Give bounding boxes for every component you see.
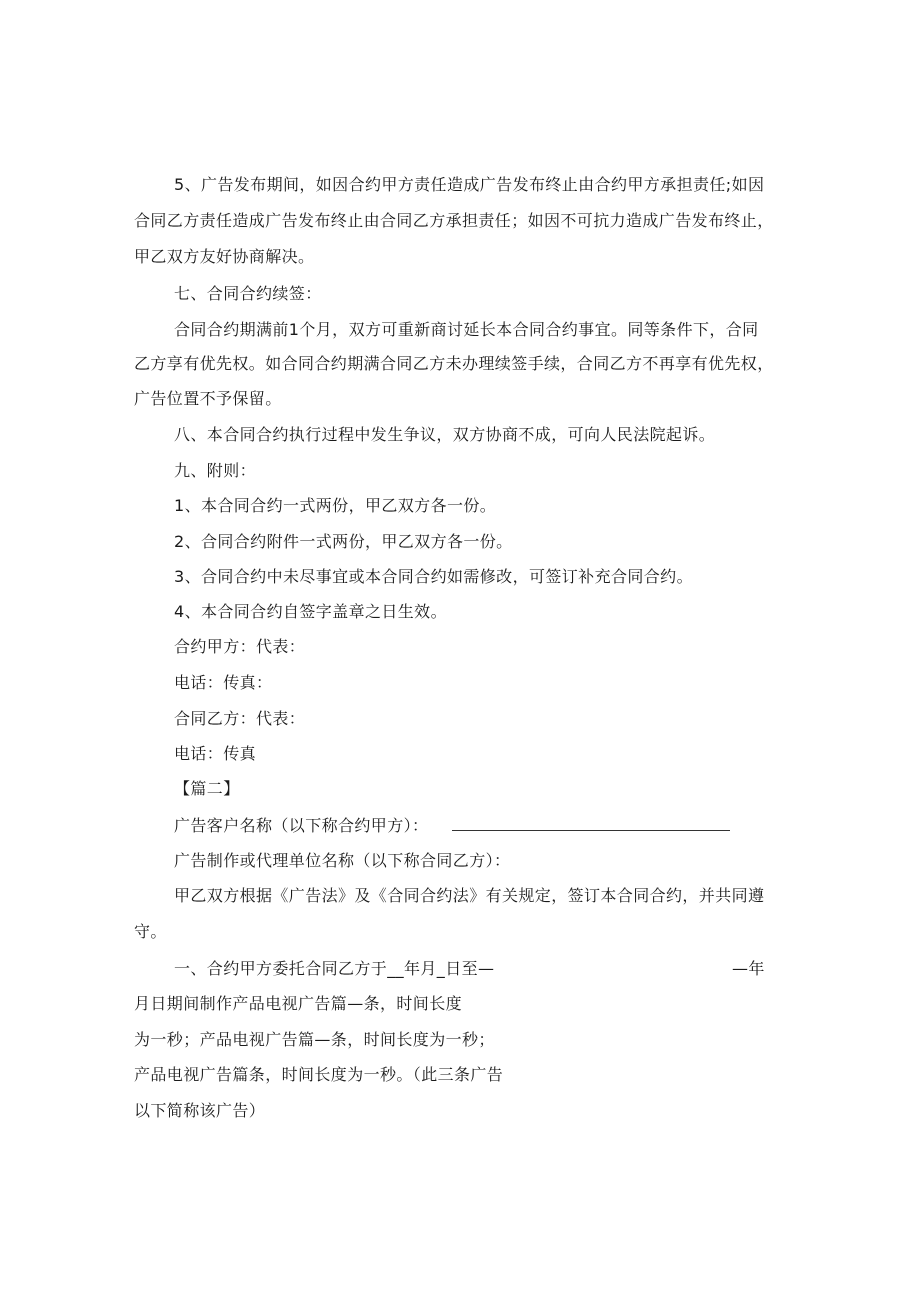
part-two-heading: 【篇二】 [174, 779, 240, 798]
article-1-line-1-tail: —年 [732, 959, 765, 978]
preamble-line-1: 甲乙双方根据《广告法》及《合同合约法》有关规定，签订本合同合约，并共同遵 [174, 886, 765, 905]
clause-9-1: 1、本合同合约一式两份，甲乙双方各一份。 [174, 496, 497, 515]
article-1-line-3: 为一秒；产品电视广告篇—条，时间长度为一秒； [134, 1030, 495, 1049]
article-1-line-4: 产品电视广告篇条，时间长度为一秒。（此三条广告 [134, 1065, 504, 1084]
article-1-line-2: 月日期间制作产品电视广告篇—条，时间长度 [134, 994, 463, 1013]
paragraph-5-line-2: 合同乙方责任造成广告发布终止由合同乙方承担责任；如因不可抗力造成广告发布终止， [134, 211, 774, 230]
party-b-representative: 合同乙方：代表： [174, 709, 306, 728]
clause-9-2: 2、合同合约附件一式两份，甲乙双方各一份。 [174, 532, 513, 551]
section-9-heading: 九、附则： [174, 461, 257, 480]
article-1-line-1: 一、合约甲方委托合同乙方于__年月_日至— [174, 959, 495, 978]
party-a-representative: 合约甲方：代表： [174, 637, 306, 656]
article-1-line-5: 以下简称该广告） [134, 1101, 266, 1120]
section-7-heading: 七、合同合约续签： [174, 284, 322, 303]
client-name-label: 广告客户名称（以下称合约甲方）： [174, 816, 429, 835]
paragraph-5-line-3: 甲乙双方友好协商解决。 [134, 247, 315, 266]
party-b-phone-fax: 电话：传真 [174, 744, 257, 763]
section-8-text: 八、本合同合约执行过程中发生争议，双方协商不成，可向人民法院起诉。 [174, 425, 716, 444]
section-7-line-3: 广告位置不予保留。 [134, 389, 282, 408]
agency-name-label: 广告制作或代理单位名称（以下称合同乙方）： [174, 851, 511, 870]
party-a-phone-fax: 电话：传真： [174, 673, 273, 692]
section-7-line-1: 合同合约期满前1个月，双方可重新商讨延长本合同合约事宜。同等条件下，合同 [174, 320, 759, 339]
section-7-line-2: 乙方享有优先权。如合同合约期满合同乙方未办理续签手续，合同乙方不再享有优先权， [134, 354, 774, 373]
clause-9-4: 4、本合同合约自签字盖章之日生效。 [174, 602, 447, 621]
clause-9-3: 3、合同合约中未尽事宜或本合同合约如需修改，可签订补充合同合约。 [174, 567, 693, 586]
preamble-line-2: 守。 [134, 922, 167, 941]
paragraph-5-line-1: 5、广告发布期间，如因合约甲方责任造成广告发布终止由合约甲方承担责任;如因 [174, 175, 765, 194]
client-name-blank-line [452, 830, 730, 831]
